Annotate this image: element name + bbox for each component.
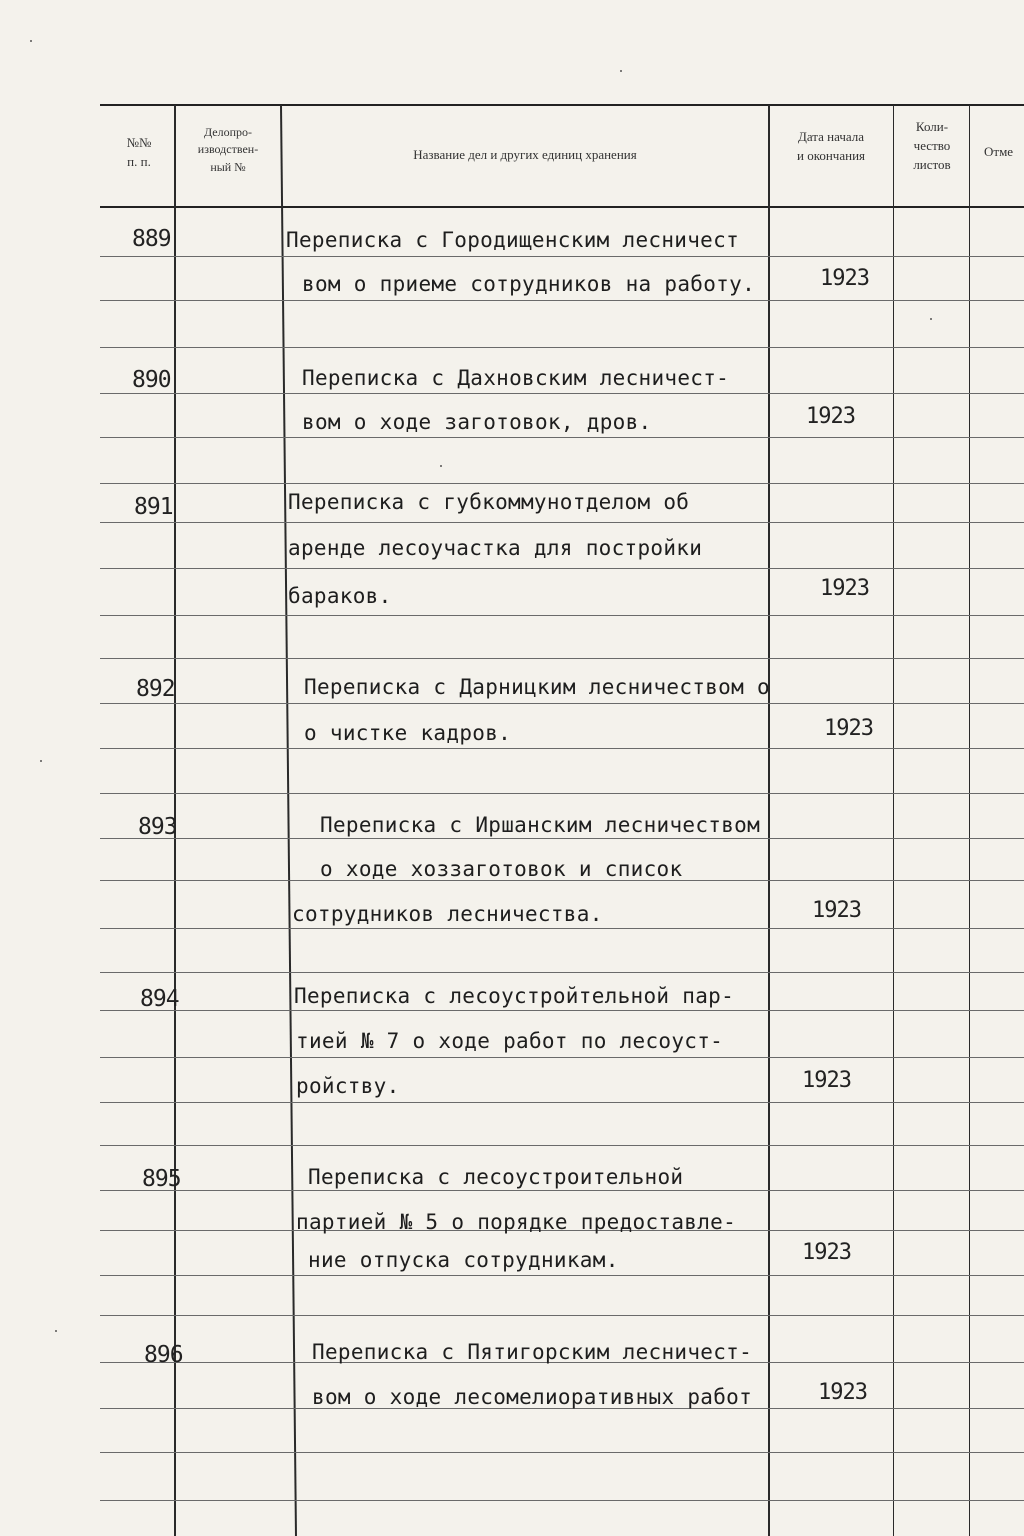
entry-title-line: ройству. [296,1074,400,1098]
column-line-3 [768,105,770,1536]
ruled-line [100,437,1024,438]
ruled-line [100,748,1024,749]
entry-title-line: вом о ходе лесомелиоративных работ [312,1385,753,1409]
scan-speck [930,318,932,320]
entry-title-line: тией № 7 о ходе работ по лесоуст- [296,1029,724,1053]
scan-speck [40,760,42,762]
entry-number: 893 [138,814,177,840]
column-line-5 [969,105,970,1536]
entry-title-line: Переписка с Дахновским лесничест- [302,366,730,390]
entry-number: 895 [142,1166,181,1192]
entry-title-line: Переписка с Городищенским лесничест [286,228,740,252]
entry-title-line: Переписка с Пятигорским лесничест- [312,1340,753,1364]
entry-title-line: Переписка с лесоустроительной [308,1165,684,1189]
ruled-line [100,1010,1024,1011]
ruled-line [100,658,1024,659]
ruled-line [100,1275,1024,1276]
entry-date: 1923 [824,716,873,741]
entry-title-line: бараков. [288,584,392,608]
ruled-line [100,1452,1024,1453]
ruled-line [100,1145,1024,1146]
ruled-line [100,256,1024,257]
entry-date: 1923 [802,1240,851,1265]
entry-title-line: ние отпуска сотрудникам. [308,1248,619,1272]
header-top-rule [100,104,1024,106]
ruled-line [100,838,1024,839]
header-title: Название дел и других единиц хранения [413,147,637,162]
entry-title-line: аренде лесоучастка для постройки [288,536,703,560]
entry-date: 1923 [806,404,855,429]
entry-date: 1923 [802,1068,851,1093]
entry-title-line: сотрудников лесничества. [292,902,603,926]
entry-date: 1923 [820,576,869,601]
ruled-line [100,703,1024,704]
entry-title-line: вом о приеме сотрудников на работу. [302,272,756,296]
header-number: №№ п. п. [126,135,152,169]
ruled-line [100,928,1024,929]
entry-title-line: Переписка с Иршанским лесничеством [320,813,761,837]
scan-speck [440,465,442,467]
entry-title-line: о ходе хоззаготовок и список [320,857,683,881]
entry-date: 1923 [820,266,869,291]
column-line-2 [280,105,297,1536]
entry-number: 890 [132,367,171,393]
ruled-line [100,300,1024,301]
entry-number: 894 [140,986,179,1012]
entry-date: 1923 [818,1380,867,1405]
ruled-line [100,483,1024,484]
ruled-line [100,1315,1024,1316]
column-line-4 [893,105,894,1536]
header-notes: Отме [984,144,1014,159]
entry-title-line: вом о ходе заготовок, дров. [302,410,652,434]
entry-number: 889 [132,226,171,252]
header-dates: Дата начала и окончания [796,129,866,163]
entry-date: 1923 [812,898,861,923]
entry-number: 891 [134,494,173,520]
scan-speck [30,40,32,42]
ruled-line [100,615,1024,616]
header-office-number: Делопро- изводствен- ный № [197,125,259,174]
ruled-line [100,1057,1024,1058]
entry-number: 896 [144,1342,183,1368]
entry-title-line: Переписка с Дарницким лесничеством о [304,675,770,699]
ruled-line [100,522,1024,523]
header-sheets: Коли- чество листов [913,119,951,172]
ruled-line [100,568,1024,569]
entry-number: 892 [136,676,175,702]
ruled-line [100,972,1024,973]
ruled-line [100,793,1024,794]
ruled-line [100,1102,1024,1103]
ruled-line [100,1500,1024,1501]
scan-speck [620,70,622,72]
ruled-line [100,1190,1024,1191]
scan-speck [55,1330,57,1332]
entry-title-line: партией № 5 о порядке предоставле- [296,1210,737,1234]
entry-title-line: Переписка с лесоустройтельной пар- [294,984,735,1008]
entry-title-line: Переписка с губкоммунотделом об [288,490,690,514]
ruled-line [100,347,1024,348]
ruled-line [100,393,1024,394]
header-bottom-rule [100,206,1024,208]
entry-title-line: о чистке кадров. [304,721,512,745]
